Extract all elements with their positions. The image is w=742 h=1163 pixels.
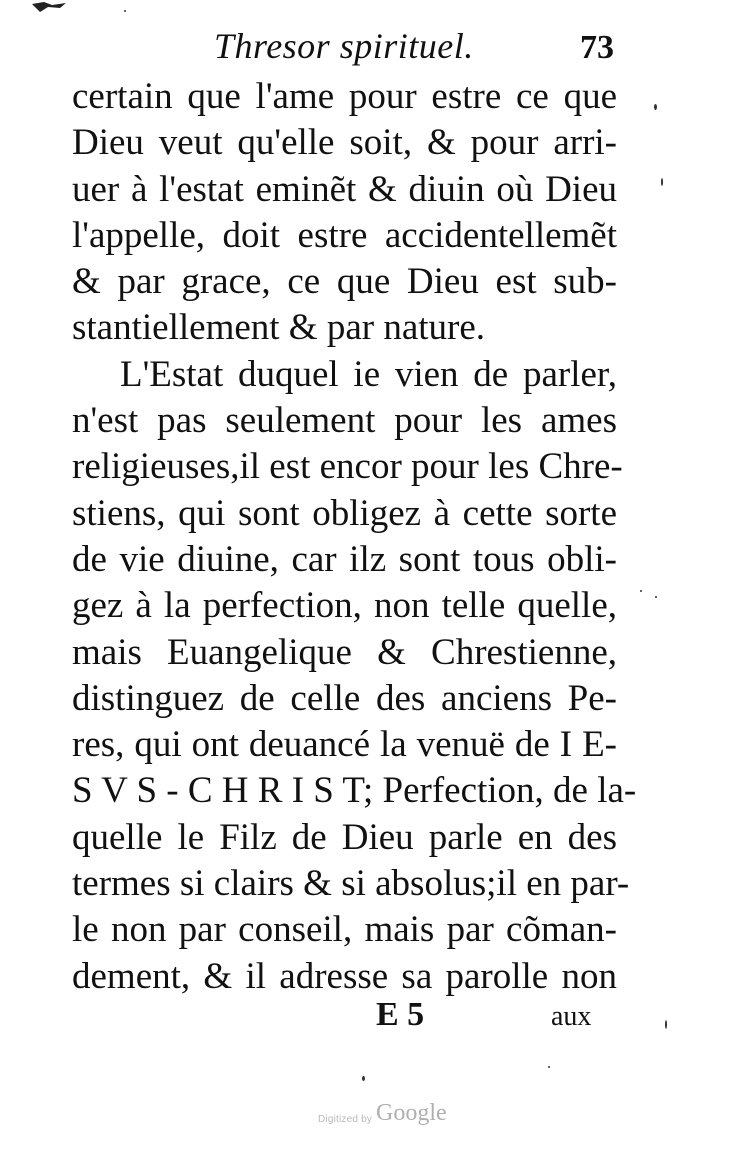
paper-speck <box>548 1066 550 1068</box>
body-text <box>72 74 637 1000</box>
text-line: distinguez de celle des anciens Pe- <box>72 677 617 719</box>
page-number: 73 <box>580 29 614 66</box>
signature-mark: E 5 <box>376 996 425 1033</box>
paper-speck <box>640 590 642 592</box>
text-line: n'est pas seulement pour les ames <box>72 400 617 442</box>
ink-blot-mark <box>30 0 70 14</box>
page-footer <box>0 995 742 1039</box>
text-line: quelle le Filz de Dieu parle en des <box>72 816 617 858</box>
text-line: S V S - C H R I S T; Perfection, de la- <box>72 770 637 812</box>
text-line: de vie diuine, car ilz sont tous obli- <box>72 538 617 580</box>
paper-speck <box>655 596 657 598</box>
paper-speck <box>362 1076 365 1081</box>
watermark-label: Digitized by <box>318 1114 373 1125</box>
text-line: le non par conseil, mais par cõman- <box>72 909 617 951</box>
paper-speck <box>661 178 663 186</box>
text-line: & par grace, ce que Dieu est sub- <box>72 261 617 303</box>
paragraph-first-line: L'Estat duquel ie vien de parler, <box>120 353 617 395</box>
paper-speck <box>654 104 657 110</box>
text-line: termes si clairs & si absolus;il en par- <box>72 863 630 905</box>
text-line: res, qui ont deuancé la venuë de I E- <box>72 724 617 766</box>
text-line: uer à l'estat eminẽt & diuin où Dieu <box>72 168 617 210</box>
text-line: stantiellement & par nature. <box>72 307 486 349</box>
text-line: dement, & il adresse sa parolle non <box>72 955 617 997</box>
text-line: l'appelle, doit estre accidentellemẽt <box>72 214 617 256</box>
paper-speck <box>665 1020 667 1029</box>
text-line: stiens, qui sont obligez à cette sorte <box>72 492 617 534</box>
text-line: religieuses,il est encor pour les Chre- <box>72 446 623 488</box>
paper-speck <box>124 10 126 12</box>
google-logo: Google <box>376 1100 447 1126</box>
text-line: Dieu veut qu'elle soit, & pour arri- <box>72 122 617 164</box>
text-line: mais Euangelique & Chrestienne, <box>72 631 617 673</box>
text-line: gez à la perfection, non telle quelle, <box>72 585 617 627</box>
text-line: certain que l'ame pour estre ce que <box>72 76 617 117</box>
running-title: Thresor spirituel. <box>214 26 474 66</box>
catchword: aux <box>551 1001 592 1032</box>
digitization-watermark <box>318 1098 478 1138</box>
